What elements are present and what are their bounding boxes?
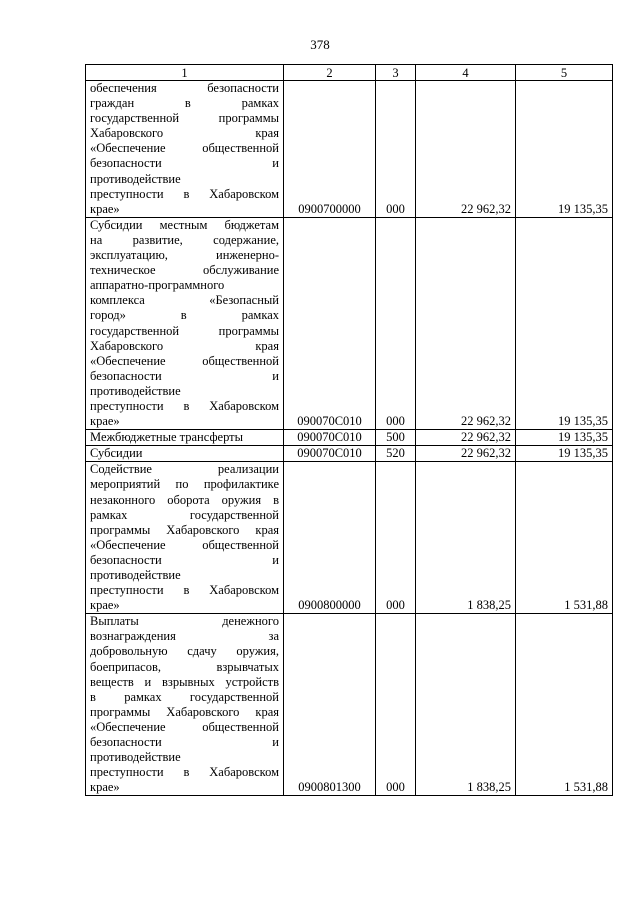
row-name-line: безопасности и	[90, 156, 279, 171]
row-name-line: программы Хабаровского края	[90, 704, 279, 719]
table-row	[86, 81, 613, 218]
row-value-col5: 19 135,35	[516, 81, 613, 218]
row-name-line: веществ и взрывных устройств	[90, 674, 279, 689]
row-name-line: аппаратно-программного	[90, 278, 225, 293]
row-name-line: программы Хабаровского края	[90, 522, 279, 537]
row-name-line: крае»	[90, 414, 120, 429]
table-row	[86, 614, 613, 796]
row-name-line: противодействие	[90, 568, 181, 582]
row-value-col5: 1 531,88	[516, 614, 613, 796]
row-name-line: граждан в рамках	[90, 96, 279, 111]
row-name-line: незаконного оборота оружия в	[90, 492, 279, 507]
row-name-line: Выплаты денежного	[90, 614, 279, 629]
row-code-cell: 090070С010	[284, 446, 376, 462]
row-name-line: безопасности и	[90, 552, 279, 567]
row-value-col4: 22 962,32	[416, 446, 516, 462]
row-value-col4: 1 838,25	[416, 614, 516, 796]
row-name-cell	[86, 430, 284, 446]
row-name-line: боеприпасов, взрывчатых	[90, 659, 279, 674]
column-header-5: 5	[516, 65, 613, 81]
row-name-line: Субсидии местным бюджетам	[90, 217, 279, 232]
row-value-col5: 19 135,35	[516, 446, 613, 462]
table-body	[86, 81, 613, 796]
row-type-cell: 000	[376, 81, 416, 218]
row-name-cell	[86, 81, 284, 218]
column-header-4: 4	[416, 65, 516, 81]
row-name-line: безопасности и	[90, 735, 279, 750]
row-name-line: «Обеспечение общественной	[90, 537, 279, 552]
table-row	[86, 217, 613, 429]
row-value-col5: 19 135,35	[516, 217, 613, 429]
row-code-cell: 090070С010	[284, 430, 376, 446]
row-name-line: Субсидии	[90, 446, 143, 461]
row-name-line: противодействие	[90, 383, 181, 398]
row-name-line: безопасности и	[90, 368, 279, 383]
row-name-line: «Обеспечение общественной	[90, 719, 279, 734]
row-value-col5: 19 135,35	[516, 430, 613, 446]
row-code-cell: 0900801300	[284, 614, 376, 796]
row-name-line: Хабаровского края	[90, 338, 279, 353]
row-name-line: крае»	[90, 780, 120, 795]
row-value-col4: 1 838,25	[416, 462, 516, 614]
row-name-line: «Обеспечение общественной	[90, 141, 279, 156]
row-name-cell	[86, 614, 284, 796]
row-name-line: на развитие, содержание,	[90, 232, 279, 247]
row-value-col4: 22 962,32	[416, 430, 516, 446]
column-header-1: 1	[86, 65, 284, 81]
row-name-line: Содействие реализации	[90, 462, 279, 477]
row-type-cell: 000	[376, 217, 416, 429]
row-type-cell: 000	[376, 614, 416, 796]
row-name-line: комплекса «Безопасный	[90, 293, 279, 308]
row-name-line: «Обеспечение общественной	[90, 353, 279, 368]
row-type-cell: 520	[376, 446, 416, 462]
column-header-3: 3	[376, 65, 416, 81]
row-value-col4: 22 962,32	[416, 217, 516, 429]
row-value-col5: 1 531,88	[516, 462, 613, 614]
row-name-line: преступности в Хабаровском	[90, 765, 279, 780]
row-name-line: крае»	[90, 201, 120, 216]
row-name-line: противодействие	[90, 171, 181, 186]
row-name-line: государственной программы	[90, 111, 279, 126]
row-code-cell: 0900700000	[284, 81, 376, 218]
row-type-cell: 500	[376, 430, 416, 446]
row-code-cell: 0900800000	[284, 462, 376, 614]
row-type-cell: 000	[376, 462, 416, 614]
row-name-line: преступности в Хабаровском	[90, 583, 279, 598]
row-name-line: в рамках государственной	[90, 689, 279, 704]
row-name-line: добровольную сдачу оружия,	[90, 644, 279, 659]
row-name-line: мероприятий по профилактике	[90, 477, 279, 492]
row-name-line: крае»	[90, 598, 120, 613]
row-name-line: государственной программы	[90, 323, 279, 338]
row-code-cell: 090070С010	[284, 217, 376, 429]
row-name-line: противодействие	[90, 750, 181, 765]
table-row	[86, 446, 613, 462]
column-header-2: 2	[284, 65, 376, 81]
row-name-cell	[86, 446, 284, 462]
row-name-cell	[86, 462, 284, 614]
row-name-line: эксплуатацию, инженерно-	[90, 248, 279, 263]
page-number: 378	[310, 37, 330, 52]
row-name-line: преступности в Хабаровском	[90, 398, 279, 413]
table-row	[86, 462, 613, 614]
row-name-line: рамках государственной	[90, 507, 279, 522]
column-number-row	[86, 65, 613, 81]
table-row	[86, 430, 613, 446]
budget-table	[85, 64, 613, 796]
row-name-line: преступности в Хабаровском	[90, 186, 279, 201]
row-value-col4: 22 962,32	[416, 81, 516, 218]
row-name-line: Хабаровского края	[90, 126, 279, 141]
row-name-line: город» в рамках	[90, 308, 279, 323]
row-name-cell	[86, 217, 284, 429]
row-name-line: Межбюджетные трансферты	[90, 430, 244, 445]
row-name-line: обеспечения безопасности	[90, 81, 279, 95]
row-name-line: вознаграждения за	[90, 629, 279, 644]
row-name-line: техническое обслуживание	[90, 263, 279, 278]
